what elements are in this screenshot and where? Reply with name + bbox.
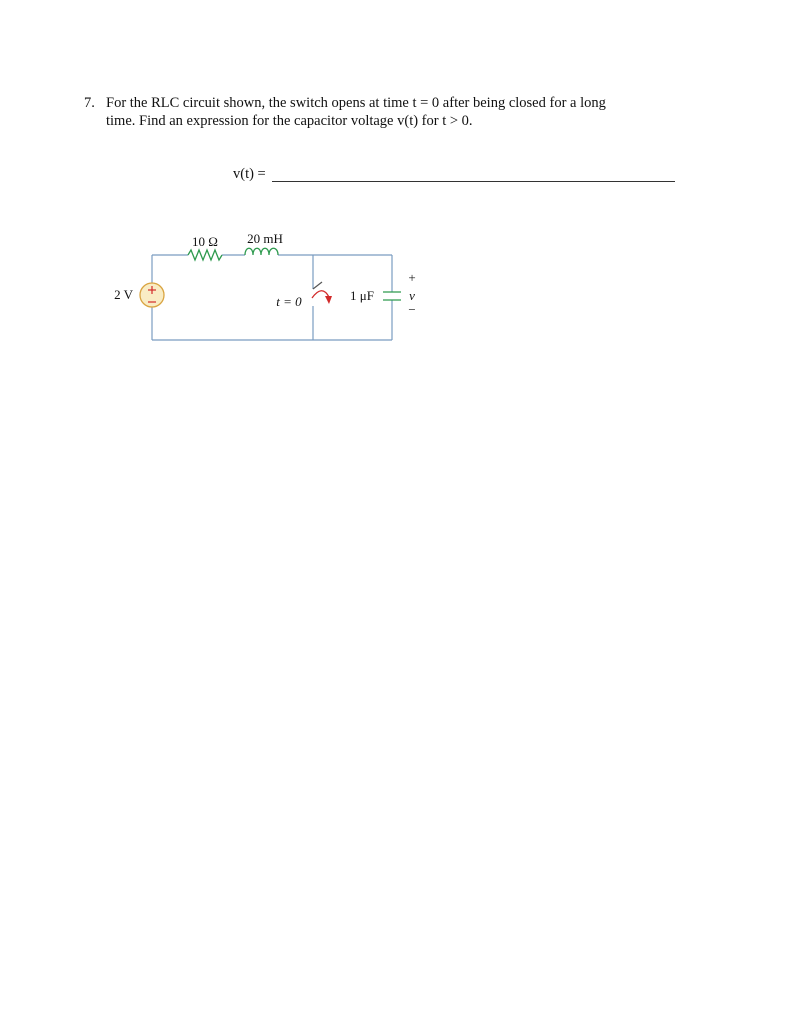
- voltage-plus-sign: +: [408, 270, 416, 285]
- capacitor-label: 1 μF: [350, 288, 374, 303]
- problem-text-line-1: For the RLC circuit shown, the switch opens at time t = 0 after being closed for a long: [106, 95, 606, 111]
- resistor-symbol: [188, 250, 222, 260]
- inductor-label: 20 mH: [247, 231, 283, 246]
- capacitor-symbol: [383, 292, 401, 300]
- answer-label: v(t) =: [233, 166, 266, 182]
- voltage-minus-sign: −: [408, 302, 416, 317]
- resistor-label: 10 Ω: [192, 234, 218, 249]
- answer-blank-line[interactable]: [272, 181, 675, 182]
- rlc-circuit-diagram: [100, 222, 430, 347]
- switch-label: t = 0: [276, 294, 302, 309]
- inductor-symbol: [245, 248, 278, 255]
- voltage-label: v: [409, 288, 415, 303]
- switch-symbol: [312, 282, 332, 304]
- problem-number: 7.: [84, 95, 95, 111]
- switch-arrowhead-icon: [325, 296, 332, 304]
- voltage-source: [140, 283, 164, 307]
- source-label: 2 V: [114, 287, 133, 302]
- problem-text-line-2: time. Find an expression for the capacitor voltage v(t) for t > 0.: [106, 113, 473, 129]
